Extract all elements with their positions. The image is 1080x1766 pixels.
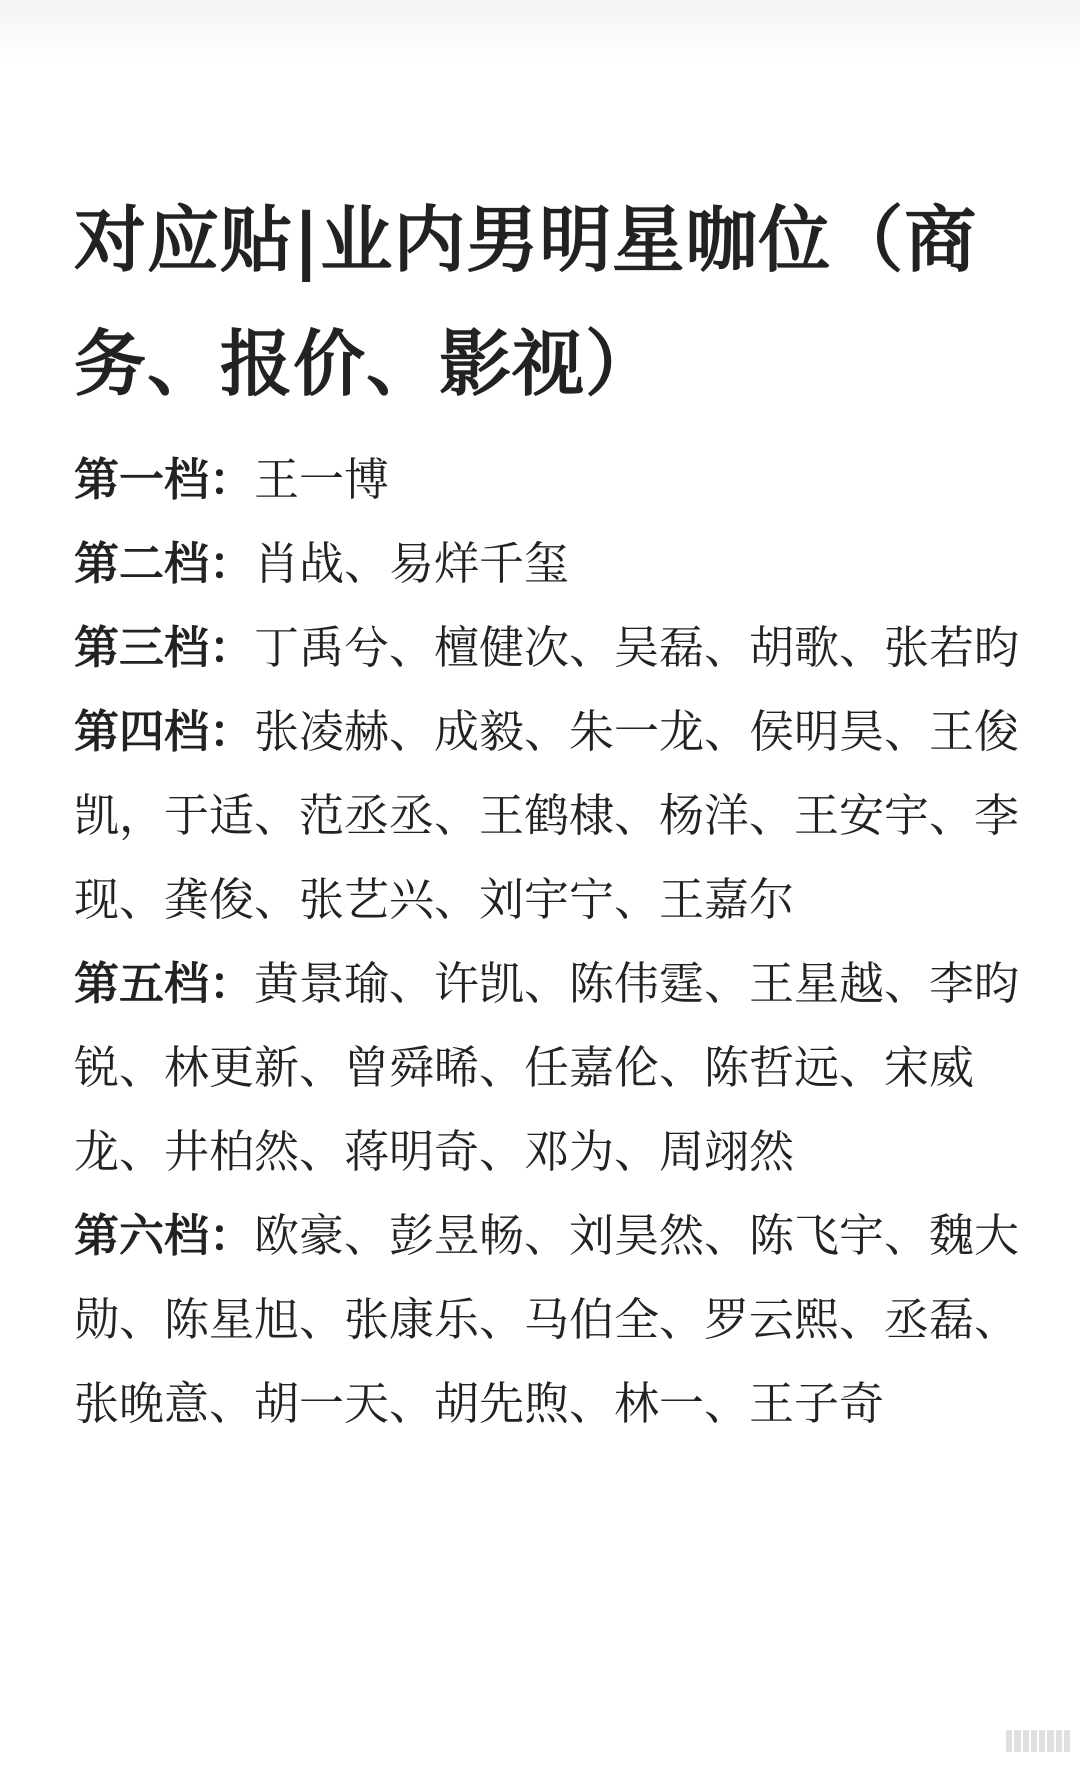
tier-2 [74,522,1034,606]
tier-names: 张凌赫、成毅、朱一龙、侯明昊、王俊凯，于适、范丞丞、王鹤棣、杨洋、王安宇、李现、龚俊、张艺兴、刘宇宁、王嘉尔 [74,705,1020,926]
tier-1 [74,438,1034,522]
top-shade [0,0,1080,60]
tier-list [74,438,1034,1446]
tier-names: 黄景瑜、许凯、陈伟霆、王星越、李昀锐、林更新、曾舜晞、任嘉伦、陈哲远、宋威龙、井柏然、蒋明奇、邓为、周翊然 [74,957,1020,1178]
tier-names: 丁禹兮、檀健次、吴磊、胡歌、张若昀 [254,621,1020,674]
article-title: 对应贴|业内男明星咖位（商务、报价、影视） [74,198,978,406]
watermark-mark [1006,1730,1070,1752]
tier-4 [74,690,1034,942]
article [74,178,1034,1446]
tier-names: 王一博 [254,453,390,506]
tier-label: 第三档： [74,621,255,674]
tier-label: 第四档： [74,705,255,758]
tier-6 [74,1194,1034,1446]
tier-label: 第二档： [74,537,255,590]
tier-label: 第五档： [74,957,255,1010]
tier-5 [74,942,1034,1194]
tier-3 [74,606,1034,690]
tier-label: 第一档： [74,453,255,506]
tier-names: 欧豪、彭昱畅、刘昊然、陈飞宇、魏大勋、陈星旭、张康乐、马伯全、罗云熙、丞磊、张晚意、胡一天、胡先煦、林一、王子奇 [74,1209,1020,1430]
tier-label: 第六档： [74,1209,255,1262]
tier-names: 肖战、易烊千玺 [254,537,570,590]
